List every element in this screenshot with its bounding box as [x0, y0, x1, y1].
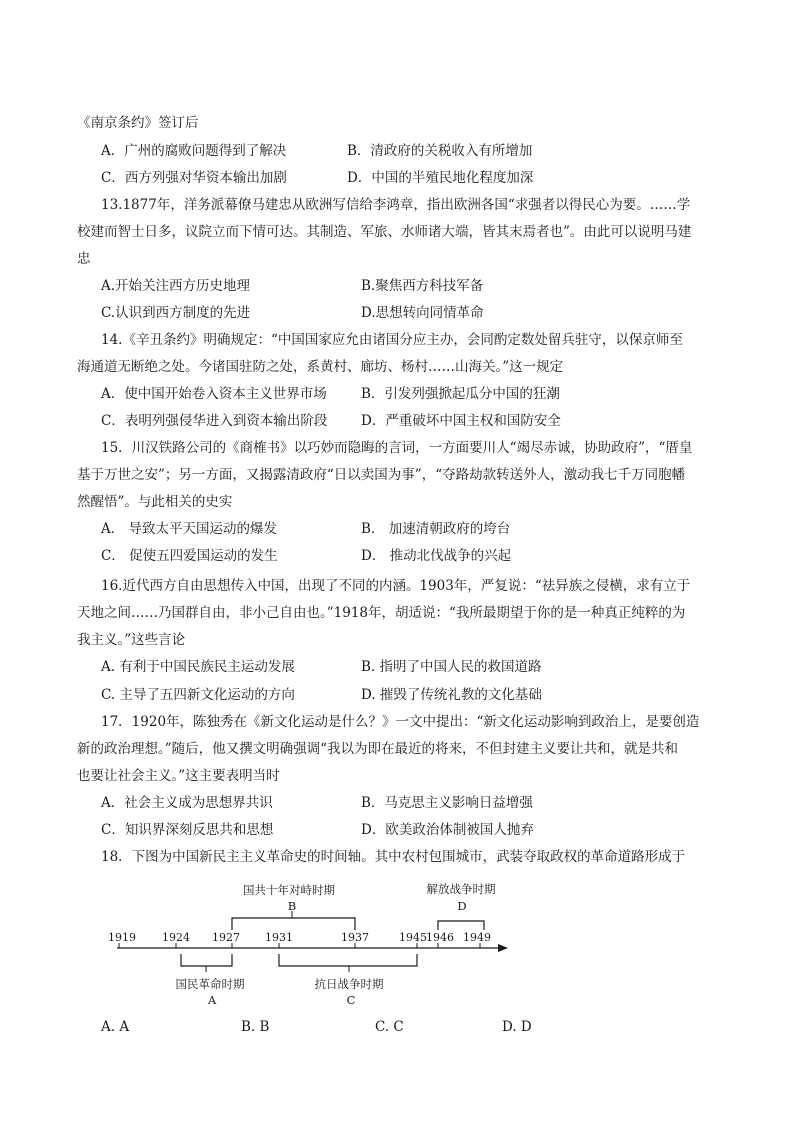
- year-label-1945: 1945: [399, 931, 427, 944]
- q17-stem-line2: 新的政治理想。”随后，他又撰文明确强调“我以为即在最近的将来，不但封建主义要让共和，就是共和: [77, 741, 679, 757]
- period-label-d: 解放战争时期: [426, 882, 496, 896]
- q16-option-d[interactable]: D. 摧毁了传统礼教的文化基础: [361, 687, 542, 703]
- q12-option-c[interactable]: C．西方列强对华资本输出加剧: [101, 170, 287, 186]
- bracket-a: [181, 954, 232, 966]
- bracket-b: [232, 918, 355, 930]
- q16-stem-line3: 我主义。”这些言论: [77, 632, 186, 648]
- q17-stem-line3: 也要让社会主义。”这主要表明当时: [77, 768, 280, 784]
- period-label-c: 抗日战争时期: [314, 977, 384, 991]
- bracket-d: [438, 921, 484, 930]
- q12-option-b[interactable]: B．清政府的关税收入有所增加: [347, 143, 533, 159]
- bracket-c: [279, 954, 417, 966]
- year-label-1946: 1946: [426, 931, 454, 944]
- q17-option-c[interactable]: C．知识界深刻反思共和思想: [101, 822, 274, 838]
- letter-a: A: [207, 993, 217, 1007]
- letter-b: B: [287, 899, 297, 913]
- q16-stem-line1: 16.近代西方自由思想传入中国，出现了不同的内涵。1903年，严复说：“祛异族之侵横，求有立于: [101, 578, 691, 594]
- q15-stem-line2: 基于万世之安”；另一方面，又揭露清政府“日以卖国为事”，“夺路劫款转送外人，激动我七千万同胞幡: [77, 467, 686, 483]
- q13-option-b[interactable]: B.聚焦西方科技军备: [361, 278, 484, 294]
- q15-option-a[interactable]: A． 导致太平天国运动的爆发: [101, 521, 278, 537]
- q12-stem-tail: 《南京条约》签订后: [77, 115, 199, 131]
- year-label-1949: 1949: [463, 931, 491, 944]
- q14-stem-line2: 海通道无断绝之处。今诸国驻防之处，系黄村、廊坊、杨村……山海关。”这一规定: [77, 359, 564, 375]
- q14-option-d[interactable]: D．严重破坏中国主权和国防安全: [361, 413, 561, 429]
- q15-option-d[interactable]: D． 推动北伐战争的兴起: [361, 548, 512, 564]
- q16-option-a[interactable]: A. 有利于中国民族民主运动发展: [101, 659, 295, 675]
- q16-option-c[interactable]: C. 主导了五四新文化运动的方向: [101, 687, 295, 703]
- q16-option-b[interactable]: B. 指明了中国人民的救国道路: [361, 659, 542, 675]
- period-label-a: 国民革命时期: [175, 977, 245, 991]
- q16-stem-line2: 天地之间……乃国群自由，非小己自由也。”1918年，胡适说：“我所最期望于你的是一种真正纯粹的为: [77, 605, 686, 621]
- timeline-arrow-icon: [498, 944, 508, 952]
- q13-option-c[interactable]: C.认识到西方制度的先进: [101, 305, 251, 321]
- q14-option-b[interactable]: B．引发列强掀起瓜分中国的狂潮: [361, 386, 560, 402]
- year-label-1937: 1937: [341, 931, 369, 944]
- year-label-1927: 1927: [212, 931, 240, 944]
- q13-option-d[interactable]: D.思想转向同情革命: [361, 305, 484, 321]
- q13-stem-line2: 校建而智士日多，议院立而下情可达。其制造、军旅、水师诸大端，皆其末焉者也”。由此可以说明马建: [77, 224, 692, 240]
- q15-stem-line3: 然醒悟”。与此相关的史实: [77, 494, 233, 510]
- q17-option-b[interactable]: B．马克思主义影响日益增强: [361, 795, 533, 811]
- q13-stem-line3: 忠: [77, 251, 91, 267]
- q12-option-a[interactable]: A．广州的腐败问题得到了解决: [101, 143, 287, 159]
- year-label-1924: 1924: [162, 931, 190, 944]
- q15-option-b[interactable]: B． 加速清朝政府的垮台: [361, 521, 511, 537]
- q18-option-a[interactable]: A. A: [101, 1019, 130, 1035]
- q15-stem-line1: 15．川汉铁路公司的《商榷书》以巧妙而隐晦的言词，一方面要川人“竭尽赤诚，协助政府”，“厝皇: [101, 440, 693, 456]
- q13-option-a[interactable]: A.开始关注西方历史地理: [101, 278, 251, 294]
- q14-option-c[interactable]: C．表明列强侵华进入到资本输出阶段: [101, 413, 328, 429]
- q18-option-d[interactable]: D. D: [502, 1019, 532, 1035]
- q18-option-b[interactable]: B. B: [241, 1019, 270, 1035]
- q13-stem-line1: 13.1877年，洋务派幕僚马建忠从欧洲写信给李鸿章，指出欧洲各国“求强者以得民心为要。……学: [101, 197, 691, 213]
- q14-option-a[interactable]: A．使中国开始卷入资本主义世界市场: [101, 386, 327, 402]
- q18-option-c[interactable]: C. C: [375, 1019, 404, 1035]
- period-label-b: 国共十年对峙时期: [243, 883, 335, 897]
- q17-stem-line1: 17．1920年，陈独秀在《新文化运动是什么？》一文中提出：“新文化运动影响到政治上，是要创造: [101, 714, 700, 730]
- letter-d: D: [457, 899, 467, 913]
- year-label-1919: 1919: [108, 931, 136, 944]
- q17-option-a[interactable]: A．社会主义成为思想界共识: [101, 795, 273, 811]
- year-label-1931: 1931: [265, 931, 293, 944]
- q12-option-d[interactable]: D．中国的半殖民地化程度加深: [347, 170, 534, 186]
- q14-stem-line1: 14.《辛丑条约》明确规定：“中国国家应允由诸国分应主办，会同酌定数处留兵驻守，以保京师至: [101, 332, 683, 348]
- q18-stem-line1: 18．下图为中国新民主主义革命史的时间轴。其中农村包围城市，武装夺取政权的革命道路形成于: [101, 849, 686, 865]
- q17-option-d[interactable]: D．欧美政治体制被国人抛弃: [361, 822, 534, 838]
- letter-c: C: [346, 993, 356, 1007]
- q15-option-c[interactable]: C． 促使五四爱国运动的发生: [101, 548, 278, 564]
